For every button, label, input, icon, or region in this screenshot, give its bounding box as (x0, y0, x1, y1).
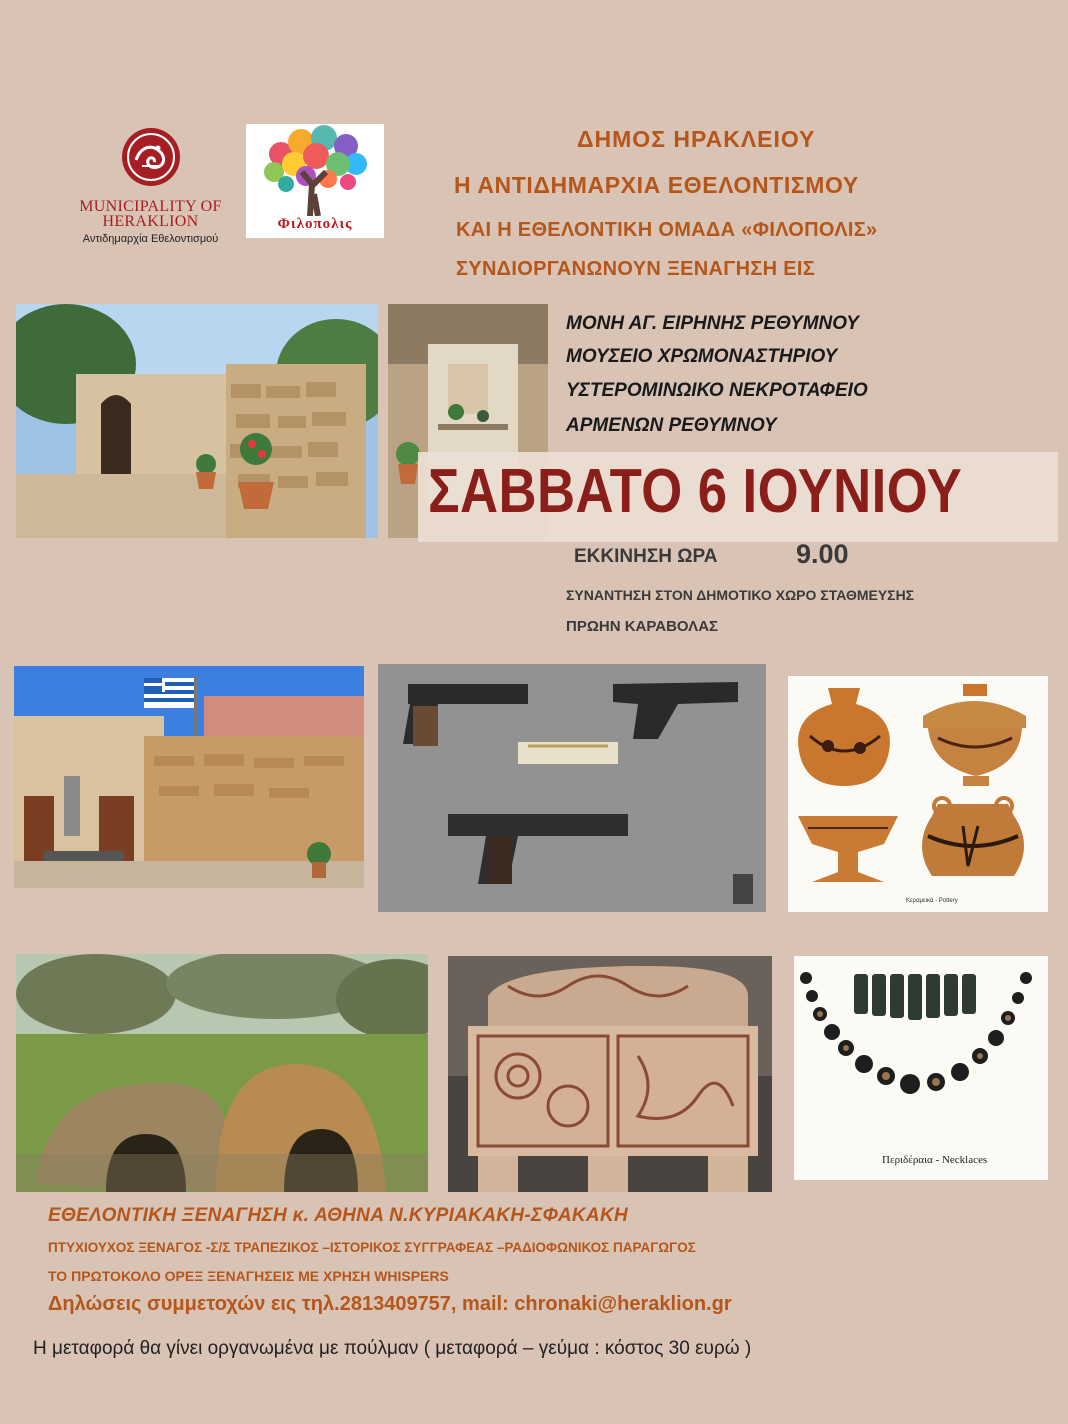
header-line-1: ΔΗΜΟΣ ΗΡΑΚΛΕΙΟΥ (577, 126, 816, 152)
guide-name: ΕΘΕΛΟΝΤΙΚΗ ΞΕΝΑΓΗΣΗ κ. ΑΘΗΝΑ Ν.ΚΥΡΙΑΚΑΚΗ-ΣΦΑΚΑΚΗ (48, 1205, 628, 1226)
municipality-emblem-icon (120, 126, 182, 188)
larnax-photo (448, 956, 772, 1192)
meeting-point: ΣΥΝΑΝΤΗΣΗ ΣΤΟΝ ΔΗΜΟΤΙΚΟ ΧΩΡΟ ΣΤΑΘΜΕΥΣΗΣ (566, 587, 915, 603)
pottery-photo (788, 676, 1048, 912)
venue-3: ΥΣΤΕΡΟΜΙΝΩΙΚΟ ΝΕΚΡΟΤΑΦΕΙΟ (566, 380, 868, 401)
municipality-name: MUNICIPALITY OF HERAKLION (79, 198, 222, 230)
necklace-caption: Περιδέραια - Necklaces (882, 1154, 988, 1166)
protocol-note: ΤΟ ΠΡΩΤΟΚΟΛΟ ΟΡΕΞ ΞΕΝΑΓΗΣΕΙΣ ΜΕ ΧΡΗΣΗ WHISPERS (48, 1268, 449, 1284)
pistols-photo (378, 664, 766, 912)
transport-note: Η μεταφορά θα γίνει οργανωμένα με πούλμαν ( μεταφορά – γεύμα : κόστος 30 ευρώ ) (33, 1338, 752, 1359)
monastery-photo (16, 304, 378, 538)
museum-building-photo (14, 666, 364, 888)
header-line-4: ΣΥΝΔΙΟΡΓΑΝΩΝΟΥΝ ΞΕΝΑΓΗΣΗ ΕΙΣ (456, 258, 816, 280)
header-line-2: Η ΑΝΤΙΔΗΜΑΡΧΙΑ ΕΘΕΛΟΝΤΙΣΜΟΥ (454, 172, 859, 198)
municipality-subtitle: Αντιδημαρχία Εθελοντισμού (82, 233, 219, 245)
filopolis-logo (246, 124, 384, 238)
venue-4: ΑΡΜΕΝΩΝ ΡΕΘΥΜΝΟΥ (566, 415, 777, 436)
meeting-place: ΠΡΩΗΝ ΚΑΡΑΒΟΛΑΣ (566, 618, 719, 635)
contact-info: Δηλώσεις συμμετοχών εις τηλ.2813409757, mail: chronaki@heraklion.gr (48, 1293, 732, 1315)
header-line-3: ΚΑΙ Η ΕΘΕΛΟΝΤΙΚΗ ΟΜΑΔΑ «ΦΙΛΟΠΟΛΙΣ» (456, 219, 878, 241)
start-time: 9.00 (796, 539, 849, 569)
guide-credentials: ΠΤΥΧΙΟΥΧΟΣ ΞΕΝΑΓΟΣ -Σ/Σ ΤΡΑΠΕΖΙΚΟΣ –ΙΣΤΟΡΙΚΟΣ ΣΥΓΓΡΑΦΕΑΣ –ΡΑΔΙΟΦΩΝΙΚΟΣ ΠΑΡΑΓΩΓΟΣ (48, 1240, 696, 1255)
necklace-photo (794, 956, 1048, 1180)
event-date: ΣΑΒΒΑΤΟ 6 ΙΟΥΝΙΟΥ (428, 457, 963, 526)
filopolis-name: Φιλοπολις (277, 216, 353, 232)
municipality-logo (58, 126, 243, 256)
venue-2: ΜΟΥΣΕΙΟ ΧΡΩΜΟΝΑΣΤΗΡΙΟΥ (566, 346, 838, 367)
start-label: ΕΚΚΙΝΗΣΗ ΩΡΑ (574, 546, 718, 567)
tombs-photo (16, 954, 428, 1192)
tree-icon (246, 124, 384, 216)
venue-1: ΜΟΝΗ ΑΓ. ΕΙΡΗΝΗΣ ΡΕΘΥΜΝΟΥ (566, 313, 859, 334)
pottery-caption: Κεραμεικά - Pottery (906, 898, 958, 904)
